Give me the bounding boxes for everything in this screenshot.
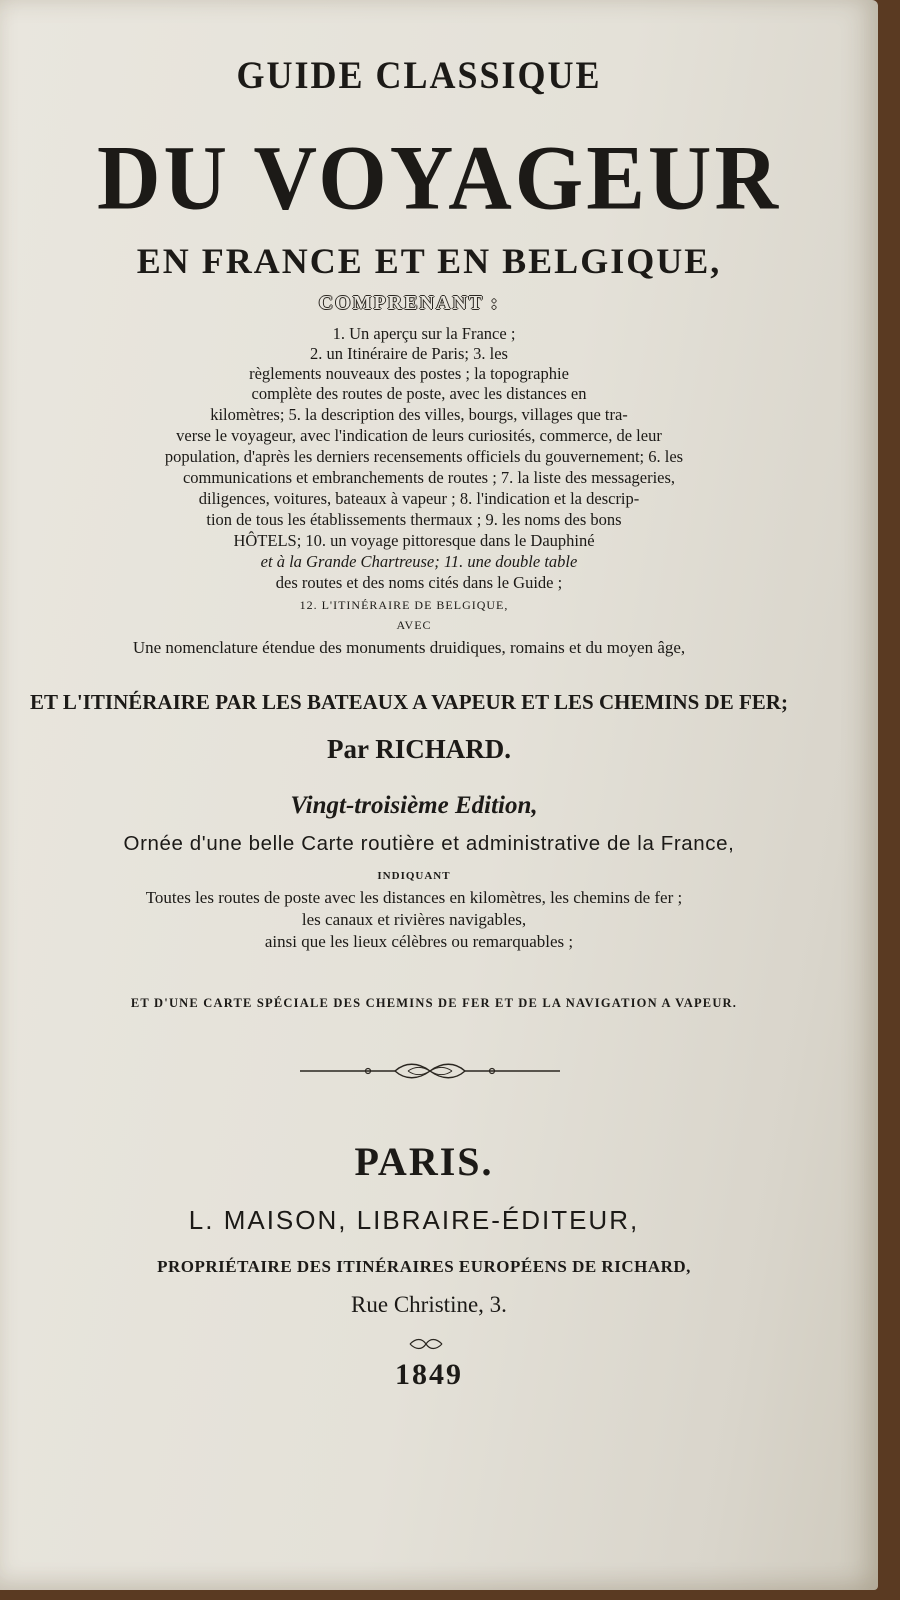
imprint-address: Rue Christine, 3. [351, 1292, 507, 1317]
indiquant-label: INDIQUANT [377, 870, 451, 882]
contents-line: 2. un Itinéraire de Paris; 3. les [310, 344, 508, 363]
ornee-line: Ornée d'une belle Carte routière et administrative de la France, [123, 832, 735, 855]
nomenclature-line: Une nomenclature étendue des monuments druidiques, romains et du moyen âge, [132, 638, 686, 657]
contents-line: verse le voyageur, avec l'indication de leurs curiosités, commerce, de leur [176, 426, 662, 445]
author-prefix: Par [326, 734, 369, 764]
contents-line: HÔTELS; 10. un voyage pittoresque dans le Dauphiné [233, 531, 595, 550]
contents-line: diligences, voitures, bateaux à vapeur ; 8. l'indication et la descrip- [198, 489, 640, 508]
small-ornament-icon [408, 1336, 444, 1352]
contents-line: 1. Un aperçu sur la France ; [332, 324, 516, 343]
contents-line: communications et embranchements de routes ; 7. la liste des messageries, [182, 468, 676, 487]
contents-line: des routes et des noms cités dans le Guide ; [275, 573, 563, 592]
contents-line: et à la Grande Chartreuse; 11. une double table [260, 552, 578, 571]
imprint-proprietor: PROPRIÉTAIRE DES ITINÉRAIRES EUROPÉENS DE RICHARD, [157, 1257, 691, 1276]
imprint-year: 1849 [395, 1358, 463, 1391]
imprint-city: PARIS. [354, 1139, 494, 1184]
title-line-3: EN FRANCE ET EN BELGIQUE, [136, 241, 722, 281]
contents-line: règlements nouveaux des postes ; la topographie [249, 364, 569, 383]
contents-line: kilomètres; 5. la description des villes, bourgs, villages que tra- [210, 405, 628, 424]
avec-label: AVEC [396, 618, 432, 632]
itineraire-line: ET L'ITINÉRAIRE PAR LES BATEAUX A VAPEUR ET LES CHEMINS DE FER; [30, 690, 788, 714]
map-feature-line: Toutes les routes de poste avec les distances en kilomètres, les chemins de fer ; [145, 888, 683, 907]
title-line-1: GUIDE CLASSIQUE [236, 53, 602, 97]
comprenant-heading: COMPRENANT : [318, 292, 500, 314]
contents-line: complète des routes de poste, avec les distances en [251, 384, 587, 403]
contents-line: tion de tous les établissements thermaux ; 9. les noms des bons [206, 510, 622, 529]
contents-line: 12. L'ITINÉRAIRE DE BELGIQUE, [299, 598, 509, 612]
author-name: RICHARD. [375, 734, 511, 764]
edition-line: Vingt-troisième Edition, [290, 792, 538, 819]
author-line [0, 734, 858, 765]
carte-speciale-line: ET D'UNE CARTE SPÉCIALE DES CHEMINS DE FER ET DE LA NAVIGATION A VAPEUR. [130, 996, 738, 1010]
title-main: DU VOYAGEUR [96, 127, 782, 230]
ornament-divider-icon [300, 1056, 560, 1086]
contents-line: population, d'après les derniers recensements officiels du gouvernement; 6. les [164, 447, 684, 466]
map-feature-line: ainsi que les lieux célèbres ou remarquables ; [264, 932, 574, 951]
map-feature-line: les canaux et rivières navigables, [301, 910, 527, 929]
imprint-publisher: L. MAISON, LIBRAIRE-ÉDITEUR, [188, 1205, 640, 1235]
